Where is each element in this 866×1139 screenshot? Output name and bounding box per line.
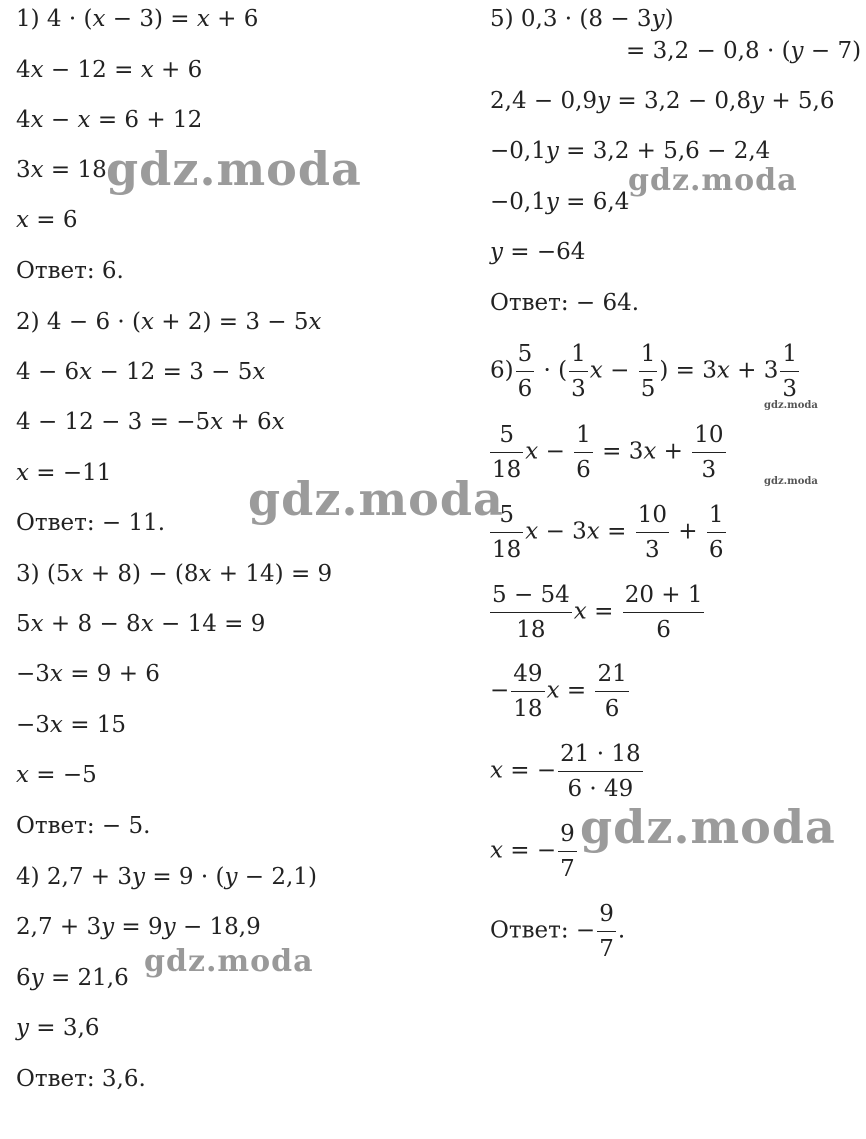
watermark: gdz.moda <box>628 163 798 198</box>
problem-2-step-1: 4 − 6x − 12 = 3 − 5x <box>16 359 266 385</box>
problem-3-step-1: 5x + 8 − 8x − 14 = 9 <box>16 611 266 637</box>
fraction: $\frac{1}{6}$ <box>574 418 593 487</box>
problem-1-answer: Ответ: 6. <box>16 258 124 284</box>
problem-6-step-5: x = − $\frac{21 \cdot 18}{6 \cdot 49}$ <box>490 737 645 806</box>
fraction: $\frac{5}{18}$ <box>490 498 523 567</box>
fraction: $\frac{1}{3}$ <box>569 337 588 406</box>
problem-2-step-3: x = −11 <box>16 460 112 486</box>
fraction: $\frac{5}{6}$ <box>516 337 535 406</box>
problem-4-step-1: 2,7 + 3y = 9y − 18,9 <box>16 914 261 940</box>
problem-3-step-4: x = −5 <box>16 762 97 788</box>
watermark: gdz.moda <box>106 142 362 196</box>
problem-1-step-3: 3x = 18 <box>16 157 107 183</box>
problem-6-step-2: $\frac{5}{18}$ x − 3x = $\frac{10}{3}$ + $\frac{1}{6}$ <box>488 498 728 567</box>
problem-1-step-1: 4x − 12 = x + 6 <box>16 57 203 83</box>
problem-5-step-3: −0,1y = 6,4 <box>490 189 630 215</box>
problem-1-step-2: 4x − x = 6 + 12 <box>16 107 203 133</box>
problem-2-equation: 2) 4 − 6 · (x + 2) = 3 − 5x <box>16 309 322 335</box>
fraction: $\frac{10}{3}$ <box>692 418 725 487</box>
problem-4-step-3: y = 3,6 <box>16 1015 100 1041</box>
problem-1-step-4: x = 6 <box>16 207 78 233</box>
problem-4-step-2: 6y = 21,6 <box>16 965 129 991</box>
problem-6-step-3: $\frac{5 - 54}{18}$ x = $\frac{20 + 1}{6}$ <box>488 578 706 647</box>
watermark: gdz.moda <box>248 472 504 526</box>
problem-6-equation: 6) $\frac{5}{6}$ · ( $\frac{1}{3}$ x − $\frac{1}{5}$ ) = 3x + 3 $\frac{1}{3}$ <box>490 337 801 406</box>
problem-2-step-2: 4 − 12 − 3 = −5x + 6x <box>16 409 285 435</box>
problem-5-step-1: 2,4 − 0,9y = 3,2 − 0,8y + 5,6 <box>490 88 835 114</box>
fraction: $\frac{9}{7}$ <box>558 817 577 886</box>
fraction: $\frac{20 + 1}{6}$ <box>623 578 705 647</box>
fraction: $\frac{1}{3}$ <box>780 337 799 406</box>
fraction: $\frac{49}{18}$ <box>511 657 544 726</box>
problem-5-equation-cont: = 3,2 − 0,8 · (y − 7) <box>626 38 862 64</box>
problem-4-equation: 4) 2,7 + 3y = 9 · (y − 2,1) <box>16 864 317 890</box>
problem-2-answer: Ответ: − 11. <box>16 510 166 536</box>
problem-4-answer: Ответ: 3,6. <box>16 1066 146 1092</box>
watermark: gdz.moda <box>764 476 818 487</box>
fraction: $\frac{5}{18}$ <box>490 418 523 487</box>
problem-3-step-3: −3x = 15 <box>16 712 127 738</box>
problem-5-step-2: −0,1y = 3,2 + 5,6 − 2,4 <box>490 138 771 164</box>
fraction: $\frac{21 \cdot 18}{6 \cdot 49}$ <box>558 737 642 806</box>
watermark: gdz.moda <box>580 800 836 854</box>
problem-6-step-1: $\frac{5}{18}$ x − $\frac{1}{6}$ = 3x + $\frac{10}{3}$ <box>488 418 728 487</box>
problem-5-equation: 5) 0,3 · (8 − 3y) <box>490 6 674 32</box>
fraction: $\frac{10}{3}$ <box>636 498 669 567</box>
fraction: $\frac{1}{5}$ <box>639 337 658 406</box>
fraction: $\frac{1}{6}$ <box>707 498 726 567</box>
problem-3-equation: 3) (5x + 8) − (8x + 14) = 9 <box>16 561 333 587</box>
problem-6-answer: Ответ: − $\frac{9}{7}$ . <box>490 897 625 966</box>
watermark: gdz.moda <box>764 400 818 411</box>
fraction: $\frac{9}{7}$ <box>597 897 616 966</box>
problem-3-step-2: −3x = 9 + 6 <box>16 661 160 687</box>
problem-3-answer: Ответ: − 5. <box>16 813 151 839</box>
fraction: $\frac{21}{6}$ <box>595 657 628 726</box>
problem-6-step-6: x = − $\frac{9}{7}$ <box>490 817 579 886</box>
watermark: gdz.moda <box>144 944 314 979</box>
problem-1-equation: 1) 4 · (x − 3) = x + 6 <box>16 6 259 32</box>
fraction: $\frac{5 - 54}{18}$ <box>490 578 572 647</box>
problem-6-step-4: − $\frac{49}{18}$ x = $\frac{21}{6}$ <box>490 657 631 726</box>
problem-5-answer: Ответ: − 64. <box>490 290 640 316</box>
problem-5-step-4: y = −64 <box>490 239 586 265</box>
